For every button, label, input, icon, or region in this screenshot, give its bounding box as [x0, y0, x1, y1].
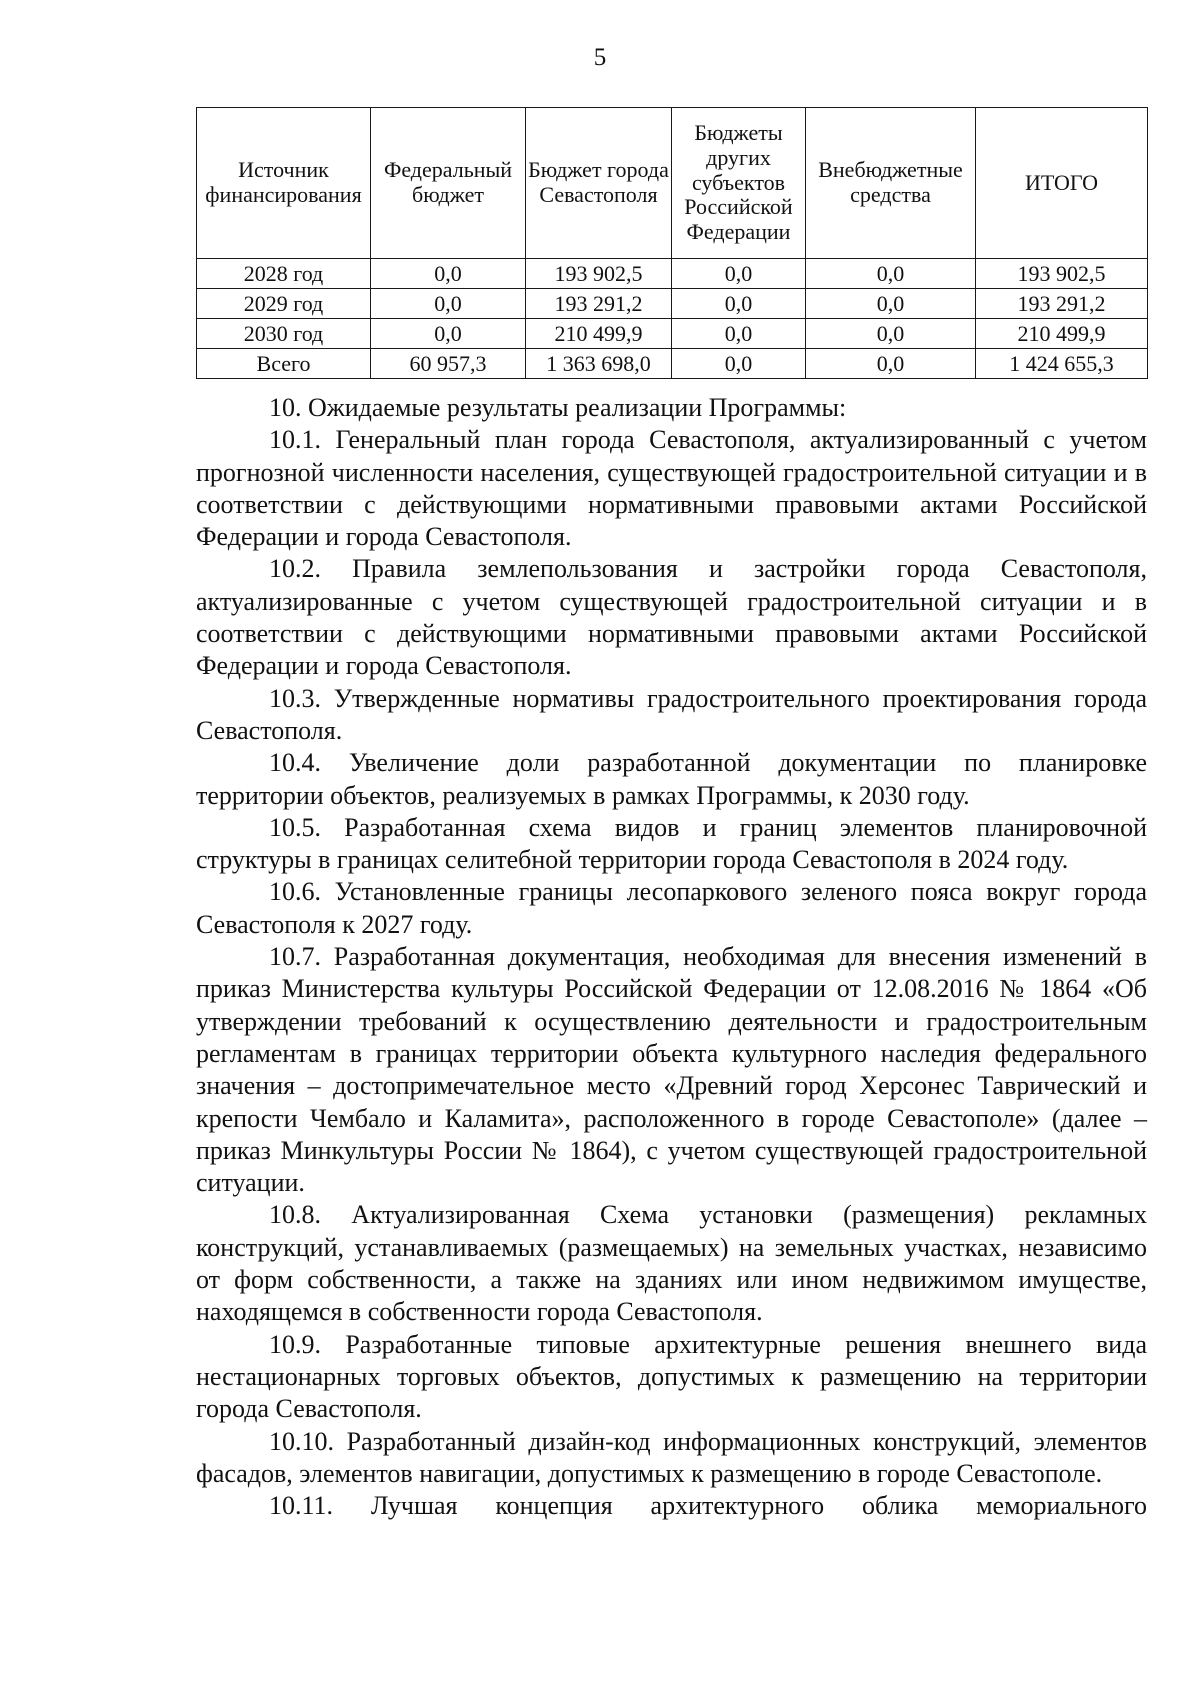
paragraph-10-2: 10.2. Правила землепользования и застройки города Севастополя, актуализированные с учетом существующей градостроительной ситуации и в соответствии с действующими нормативными правовыми актами Российской Федерации и города Севастополя.	[196, 554, 1147, 681]
header-total: ИТОГО	[976, 108, 1148, 259]
table-row	[197, 319, 1148, 349]
table-cell: 193 291,2	[526, 289, 672, 319]
paragraph-10-3: 10.3. Утвержденные нормативы градостроительного проектирования города Севастополя.	[196, 683, 1147, 745]
header-city-budget: Бюджет города Севастополя	[526, 108, 672, 259]
table-cell: 60 957,3	[371, 349, 526, 379]
paragraph-10-4: 10.4. Увеличение доли разработанной документации по планировке территории объектов, реализуемых в рамках Программы, к 2030 году.	[196, 748, 1147, 810]
page-number: 5	[593, 44, 607, 71]
table-cell: 0,0	[806, 319, 976, 349]
table-cell: 0,0	[806, 289, 976, 319]
section-heading: 10. Ожидаемые результаты реализации Программы:	[269, 393, 847, 422]
table-row	[197, 289, 1148, 319]
table-cell: 0,0	[371, 259, 526, 289]
paragraph-10-8: 10.8. Актуализированная Схема установки (размещения) рекламных конструкций, устанавливаемых (размещаемых) на земельных участках, независимо от форм собственности, а также на зданиях или ином недвижимом имуществе, находящемся в собственности города Севастополя.	[196, 1200, 1147, 1327]
table-cell: 0,0	[672, 289, 806, 319]
document-body	[196, 392, 1147, 1522]
table-cell: 210 499,9	[526, 319, 672, 349]
header-source: Источник финансирования	[197, 108, 371, 259]
table-header-row	[197, 108, 1148, 259]
paragraph-10-9: 10.9. Разработанные типовые архитектурные решения внешнего вида нестационарных торговых объектов, допустимых к размещению на территории города Севастополя.	[196, 1329, 1147, 1424]
table-cell: 2030 год	[197, 319, 371, 349]
table-cell: 0,0	[371, 319, 526, 349]
header-other-subjects-budget: Бюджеты других субъектов Российской Федерации	[672, 108, 806, 259]
table-cell: 0,0	[672, 259, 806, 289]
header-extrabudgetary: Внебюджетные средства	[806, 108, 976, 259]
table-cell: 1 363 698,0	[526, 349, 672, 379]
paragraph-10-1: 10.1. Генеральный план города Севастополя, актуализированный с учетом прогнозной численности населения, существующей градостроительной ситуации и в соответствии с действующими нормативными правовыми актами Российской Федерации и города Севастополя.	[196, 425, 1147, 552]
paragraph-10-11: 10.11. Лучшая концепция архитектурного облика мемориального	[269, 1491, 1147, 1521]
table-cell: 193 902,5	[976, 259, 1148, 289]
table-cell: 0,0	[672, 319, 806, 349]
table-cell: 193 291,2	[976, 289, 1148, 319]
paragraph-10-7: 10.7. Разработанная документация, необходимая для внесения изменений в приказ Министерства культуры Российской Федерации от 12.08.2016 № 1864 «Об утверждении требований к осуществлению деятельности и градостроительным регламентам в границах территории объекта культурного наследия федерального значения – достопримечательное место «Древний город Херсонес Таврический и крепости Чембало и Каламита», расположенного в городе Севастополе» (далее – приказ Минкультуры России № 1864), с учетом существующей градостроительной ситуации.	[196, 942, 1147, 1198]
paragraph-10-5: 10.5. Разработанная схема видов и границ элементов планировочной структуры в границах селитебной территории города Севастополя в 2024 году.	[196, 812, 1147, 875]
table-cell: 1 424 655,3	[976, 349, 1148, 379]
table-cell: 0,0	[806, 259, 976, 289]
table-row	[197, 259, 1148, 289]
table-cell: 0,0	[371, 289, 526, 319]
table-row-total	[197, 349, 1148, 379]
table-cell: 193 902,5	[526, 259, 672, 289]
table-cell: 210 499,9	[976, 319, 1148, 349]
table-cell: Всего	[197, 349, 371, 379]
table-cell: 2029 год	[197, 289, 371, 319]
paragraph-10-6: 10.6. Установленные границы лесопаркового зеленого пояса вокруг города Севастополя к 2027 году.	[196, 877, 1147, 939]
paragraph-10-10: 10.10. Разработанный дизайн-код информационных конструкций, элементов фасадов, элементов навигации, допустимых к размещению в городе Севастополе.	[196, 1426, 1147, 1488]
header-federal-budget: Федеральный бюджет	[371, 108, 526, 259]
financing-table	[196, 107, 1148, 379]
table-cell: 2028 год	[197, 259, 371, 289]
table-cell: 0,0	[672, 349, 806, 379]
table-cell: 0,0	[806, 349, 976, 379]
